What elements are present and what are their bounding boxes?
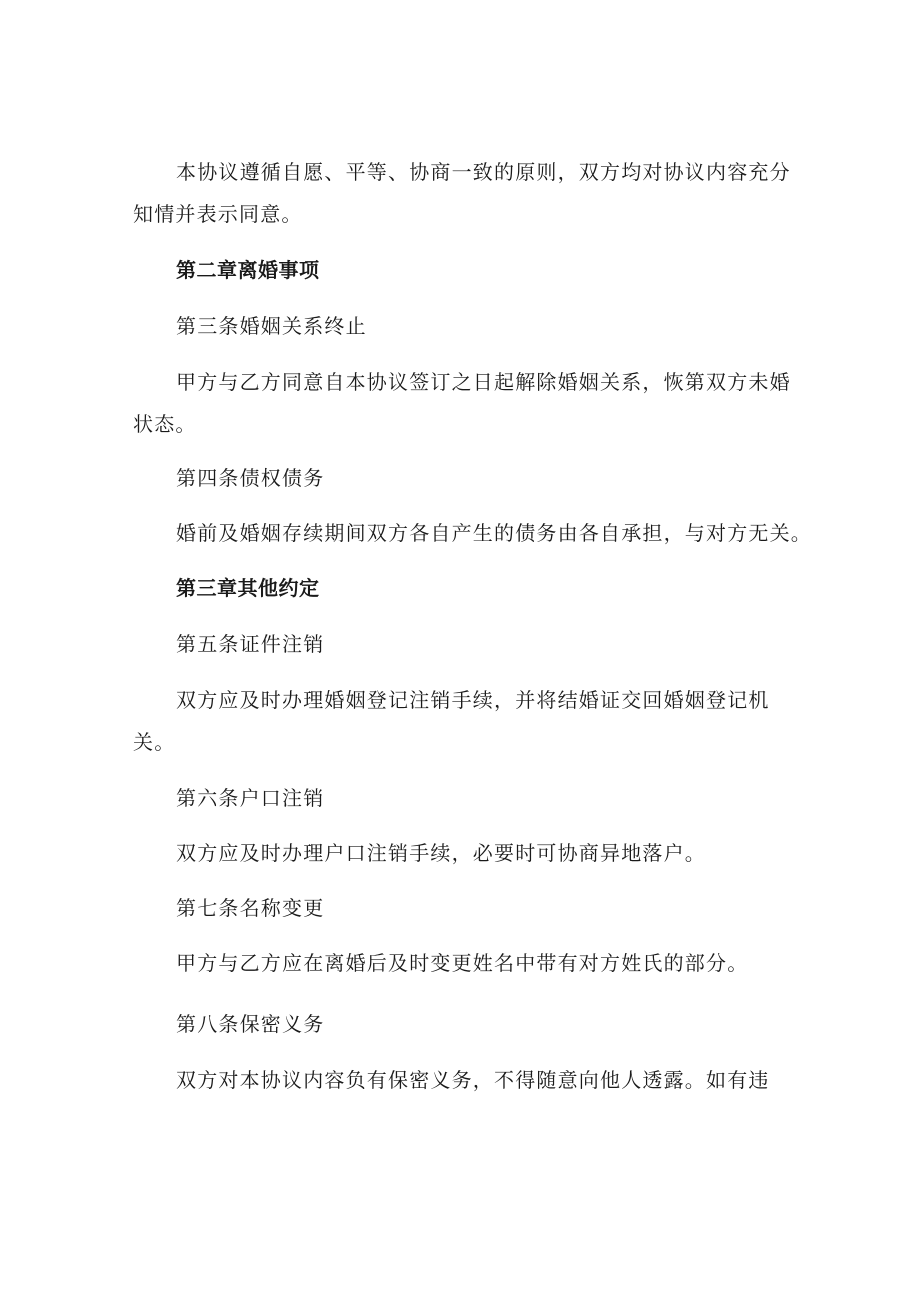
chapter-3-heading: 第三章其他约定 <box>176 576 320 600</box>
article-3-title: 第三条婚姻关系终止 <box>176 314 367 338</box>
article-8-body-line-1: 双方对本协议内容负有保密义务，不得随意向他人透露。如有违 <box>176 1068 770 1092</box>
principle-paragraph-line-1: 本协议遵循自愿、平等、协商一致的原则，双方均对协议内容充分 <box>176 160 791 184</box>
chapter-2-heading: 第二章离婚事项 <box>176 258 320 282</box>
article-4-title: 第四条债权债务 <box>176 466 325 490</box>
principle-paragraph-line-2: 知情并表示同意。 <box>133 202 303 226</box>
article-8-title: 第八条保密义务 <box>176 1012 325 1036</box>
article-7-title: 第七条名称变更 <box>176 896 325 920</box>
article-7-body: 甲方与乙方应在离婚后及时变更姓名中带有对方姓氏的部分。 <box>176 951 749 975</box>
article-5-body-line-1: 双方应及时办理婚姻登记注销手续，并将结婚证交回婚姻登记机 <box>176 688 770 712</box>
article-5-body-line-2: 关。 <box>133 730 176 754</box>
article-5-title: 第五条证件注销 <box>176 632 325 656</box>
article-3-body-line-2: 状态。 <box>133 412 197 436</box>
article-3-body-line-1: 甲方与乙方同意自本协议签订之日起解除婚姻关系，恢第双方未婚 <box>176 370 791 394</box>
article-6-title: 第六条户口注销 <box>176 786 325 810</box>
article-6-body: 双方应及时办理户口注销手续，必要时可协商异地落户。 <box>176 841 706 865</box>
article-4-body: 婚前及婚姻存续期间双方各自产生的债务由各自承担，与对方无关。 <box>176 521 812 545</box>
